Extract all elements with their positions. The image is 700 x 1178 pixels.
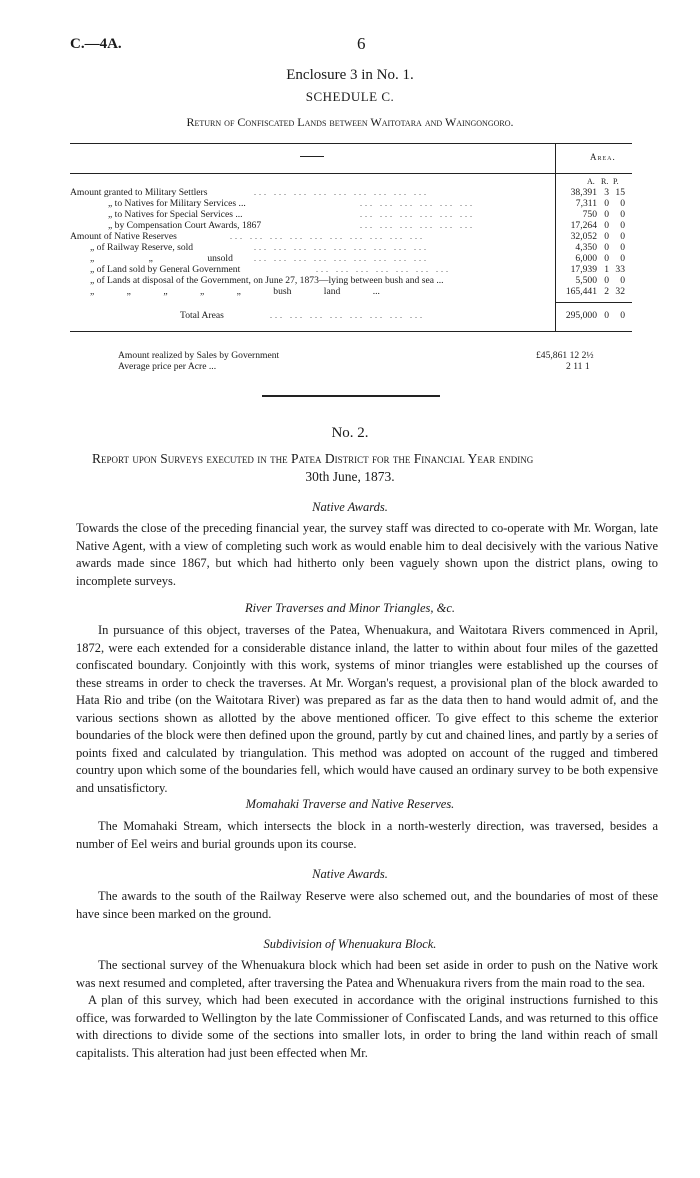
section-paragraph: The awards to the south of the Railway Reserve were also schemed out, and the boundaries of most of these have since been marked on the ground. [76,889,658,921]
section-heading: Native Awards. [312,500,388,514]
section-paragraph: In pursuance of this object, traverses of the Patea, Whenuakura, and Waitotara Rivers commenced in April, 1872, were each extended for a considerable distance inland, the latter to within about four miles of the gazetted confiscated boundary. Conjointly with this work, systems of minor triangles were established up the courses of these streams in order to check the traverses. At Mr. Worgan's request, a provisional plan of the block awarded to Hata Rio and tribe (on the Waitotara River) was prepared as far as the data then to hand would admit of, and the various sections shown as allotted by the above mentioned officer. To give effect to this scheme the exterior boundaries of the block were then defined upon the ground, partly by cut and chained lines, and partly by a series of points fixed and calculated by triangulation. This method was adopted on account of the rugged and timbered country upon which some of the boundaries fell, which would have caused an ordinary survey to be both expensive and unsatisfictory. [76,623,658,795]
section-paragraph: The Momahaki Stream, which intersects the block in a north-westerly direction, was traversed, besides a number of Eel weirs and burial grounds upon its course. [76,819,658,851]
row-label: Amount of Native Reserves [70,231,177,242]
section-separator [262,395,440,397]
row-label: Amount granted to Military Settlers [70,187,208,198]
section-paragraph: Towards the close of the preceding financial year, the survey staff was directed to co-operate with Mr. Worgan, late Native Agent, with a view of completing such work as would enable him to deal decisively with the various Native awards made since 1867, but which had hitherto only been vaguely shown upon the district plans, owing to incomplete surveys. [76,521,658,588]
row-label: „ to Natives for Special Services ... [108,209,243,220]
report-title-line1: Report upon Surveys executed in the Patea District for the Financial Year ending [92,451,534,466]
table-row: „ to Natives for Special Services ... ... ... ... ... ... ... 750 0 0 [108,209,625,220]
page-number: 6 [357,34,366,53]
report-title-line2: 30th June, 1873. [305,469,395,484]
row-label: „ „ unsold [90,253,233,264]
return-title: Return of Confiscated Lands between Waitotara and Waingongoro. [186,115,514,129]
table-row: Amount of Native Reserves ... ... ... ... ... ... ... ... ... ... 32,052 0 0 [70,231,625,242]
total-label: Total Areas [180,310,224,321]
section-heading: Native Awards. [312,867,388,881]
table-row: „ to Natives for Military Services ... ... ... ... ... ... ... 7,311 0 0 [108,198,625,209]
total-row: Total Areas ... ... ... ... ... ... ... ... 295,000 0 0 [180,310,625,321]
section-heading: Momahaki Traverse and Native Reserves. [245,797,455,811]
area-header: Area. [590,152,616,162]
col-perches-header: P. [613,177,619,186]
table-row: „ „ unsold ... ... ... ... ... ... ... ... ... 6,000 0 0 [90,253,625,264]
row-label: „ of Land sold by General Government [90,264,241,275]
report-number: No. 2. [331,425,369,441]
enclosure-title: Enclosure 3 in No. 1. [286,67,414,83]
document-reference: C.—4A. [70,36,122,52]
table-row: „ „ „ „ „ bush land ... 165,441 2 32 [90,286,625,297]
total-rule [556,302,632,303]
row-label: „ of Lands at disposal of the Government, on June 27, 1873—lying between bush and sea ... [90,275,444,286]
confiscated-lands-table [70,143,632,332]
price-label: Average price per Acre ... [118,361,217,372]
table-header-dash [300,156,324,157]
table-header-rule [70,173,632,174]
sales-value: £45,861 12 2½ [536,350,594,361]
row-label: „ of Railway Reserve, sold [90,242,194,253]
row-label: „ „ „ „ „ bush land ... [90,286,380,297]
table-row: „ by Compensation Court Awards, 1867 ... ... ... ... ... ... 17,264 0 0 [108,220,625,231]
table-row: „ of Lands at disposal of the Government, on June 27, 1873—lying between bush and sea ... 5,500 0 0 [90,275,625,286]
table-row: „ of Railway Reserve, sold ... ... ... ... ... ... ... ... ... 4,350 0 0 [90,242,625,253]
table-row: „ of Land sold by General Government ... ... ... ... ... ... ... 17,939 1 33 [90,264,625,275]
section-paragraph: The sectional survey of the Whenuakura block which had been set aside in order to push on the Native work was next resumed and completed, after traversing the Patea and Whenuakura rivers from the main road to the sea. A plan of this survey, which had been executed in accordance with the original instructions furnished to this office, was forwarded to Wellington by the late Commissioner of Confiscated Lands, and was returned to this office with directions to divide some of the sections into smaller lots, in order to bring the land within reach of small capitalists. This alteration had just been effected when Mr. [76,958,658,1060]
section-heading: Subdivision of Whenuakura Block. [263,937,437,951]
row-label: „ to Natives for Military Services ... [108,198,246,209]
schedule-title: SCHEDULE C. [305,89,395,104]
col-acres-header: A. [587,177,595,186]
row-label: „ by Compensation Court Awards, 1867 [108,220,262,231]
section-heading: River Traverses and Minor Triangles, &c. [244,601,456,615]
table-row: Amount granted to Military Settlers ... ... ... ... ... ... ... ... ... 38,391 3 15 [70,187,625,198]
sales-label: Amount realized by Sales by Government [118,350,280,361]
price-value: 2 11 1 [566,361,590,372]
col-roods-header: R. [601,177,609,186]
